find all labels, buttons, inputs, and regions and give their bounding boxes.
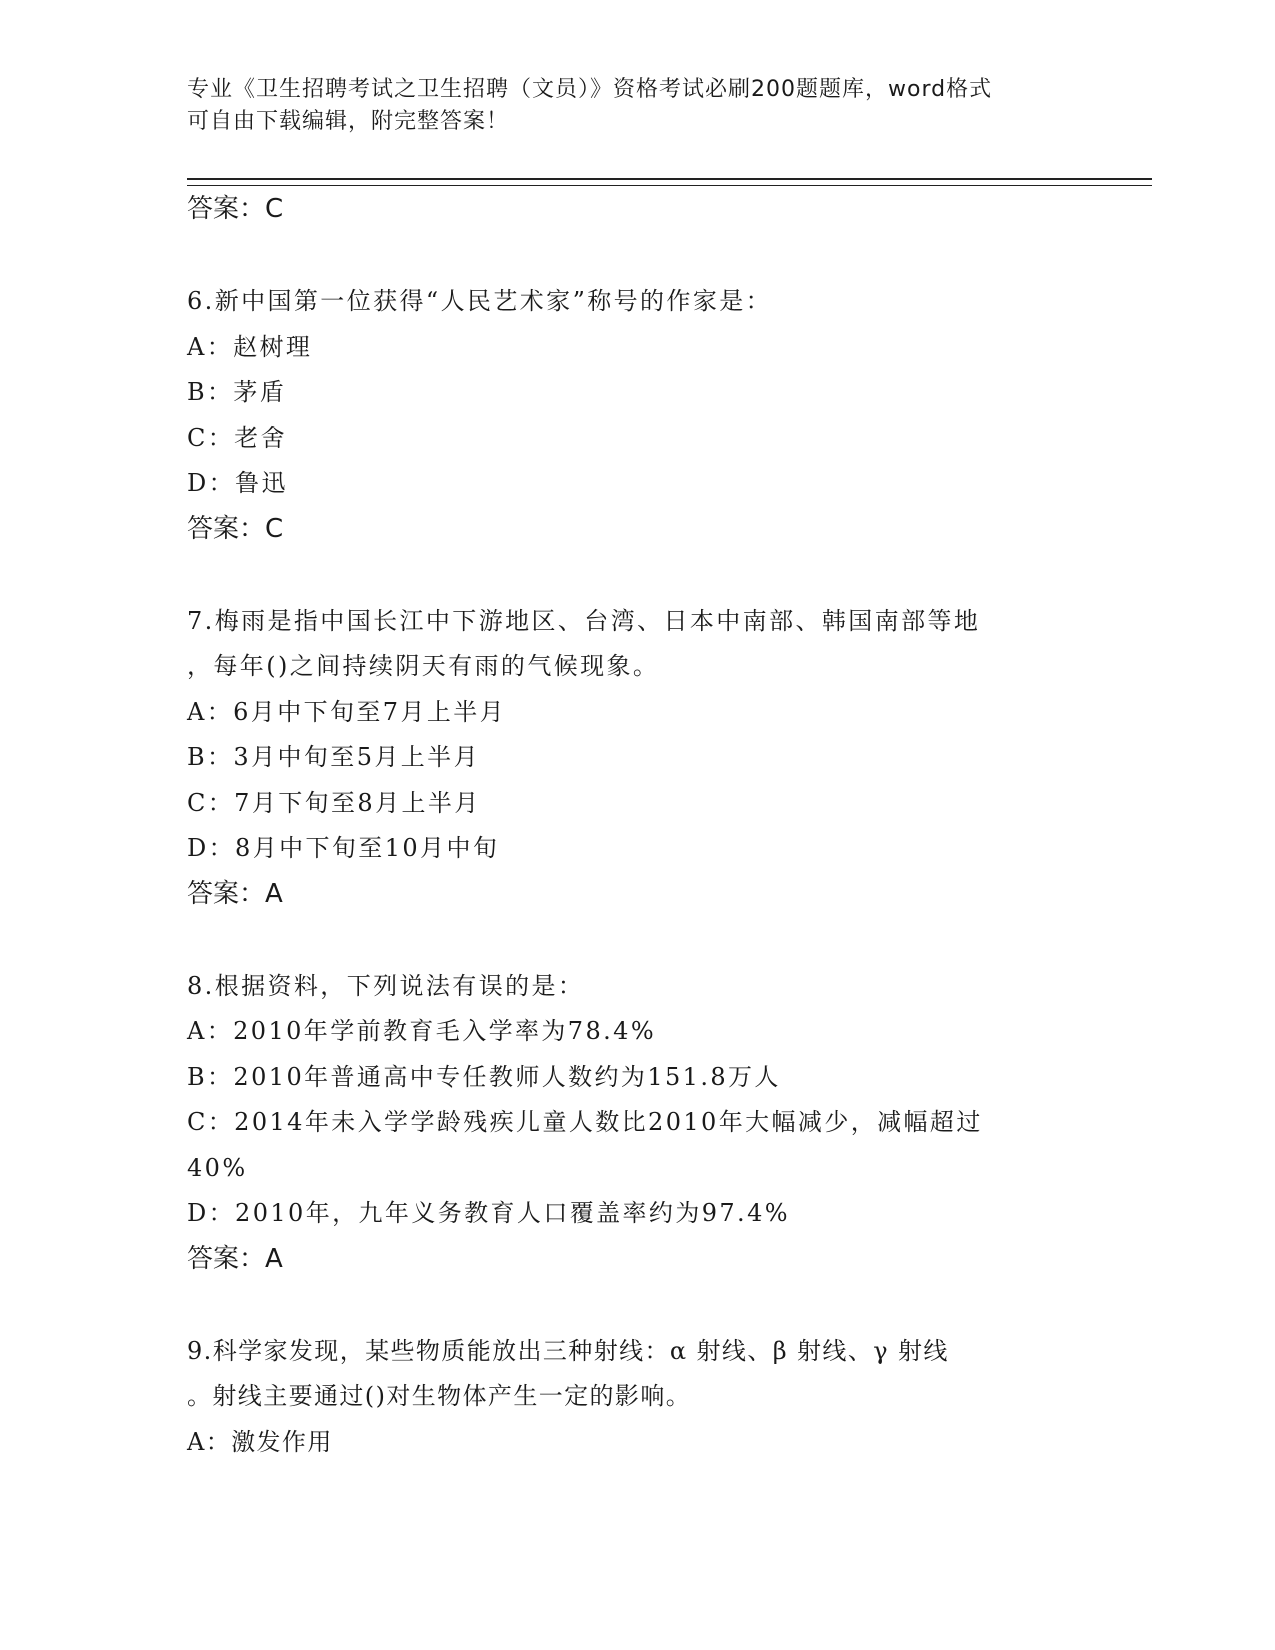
option-d: D：8月中下旬至10月中旬 — [187, 834, 500, 862]
answer-line: 答案：C — [187, 194, 284, 224]
option-a: A：6月中下旬至7月上半月 — [187, 697, 507, 726]
option-a: A：赵树理 — [187, 332, 313, 361]
spacer — [187, 551, 1087, 599]
question-stem: 7.梅雨是指中国长江中下游地区、台湾、日本中南部、韩国南部等地 — [187, 606, 981, 635]
spacer — [187, 916, 1087, 964]
spacer — [187, 1281, 1087, 1329]
option-a: A：激发作用 — [187, 1427, 333, 1456]
page-header — [187, 74, 1087, 138]
header-title-line-1: 专业《卫生招聘考试之卫生招聘（文员）》资格考试必刷200题题库，word格式 — [187, 77, 993, 102]
option-c: C：7月下旬至8月上半月 — [187, 788, 481, 817]
question-stem: 9.科学家发现，某些物质能放出三种射线：α 射线、β 射线、γ 射线 — [187, 1336, 949, 1365]
question-stem: 8.根据资料，下列说法有误的是： — [187, 971, 585, 1000]
question-7 — [187, 599, 1087, 916]
question-6 — [187, 279, 1087, 551]
option-b: B：茅盾 — [187, 378, 287, 406]
option-c: C：老舍 — [187, 423, 287, 452]
question-8 — [187, 964, 1087, 1281]
question-9 — [187, 1329, 1087, 1466]
answer-line: 答案：A — [187, 878, 283, 909]
question-stem: 6.新中国第一位获得“人民艺术家”称号的作家是： — [187, 287, 773, 315]
question-stem-continued: ，每年()之间持续阴天有雨的气候现象。 — [187, 652, 660, 680]
header-divider — [187, 178, 1152, 186]
spacer — [187, 231, 1087, 279]
header-title-line-2: 可自由下载编辑，附完整答案！ — [187, 109, 510, 134]
option-d: D：2010年，九年义务教育人口覆盖率约为97.4% — [187, 1199, 790, 1227]
option-a: A：2010年学前教育毛入学率为78.4% — [187, 1017, 657, 1045]
question-list — [187, 187, 1087, 1465]
option-c-continued: 40% — [187, 1153, 248, 1182]
answer-line: 答案：A — [187, 1243, 283, 1274]
option-c: C：2014年未入学学龄残疾儿童人数比2010年大幅减少，减幅超过 — [187, 1108, 983, 1136]
option-d: D：鲁迅 — [187, 469, 288, 497]
question-stem-continued: 。射线主要通过()对生物体产生一定的影响。 — [187, 1382, 692, 1410]
option-b: B：2010年普通高中专任教师人数约为151.8万人 — [187, 1062, 781, 1091]
option-b: B：3月中旬至5月上半月 — [187, 743, 480, 771]
answer-line: 答案：C — [187, 513, 284, 544]
